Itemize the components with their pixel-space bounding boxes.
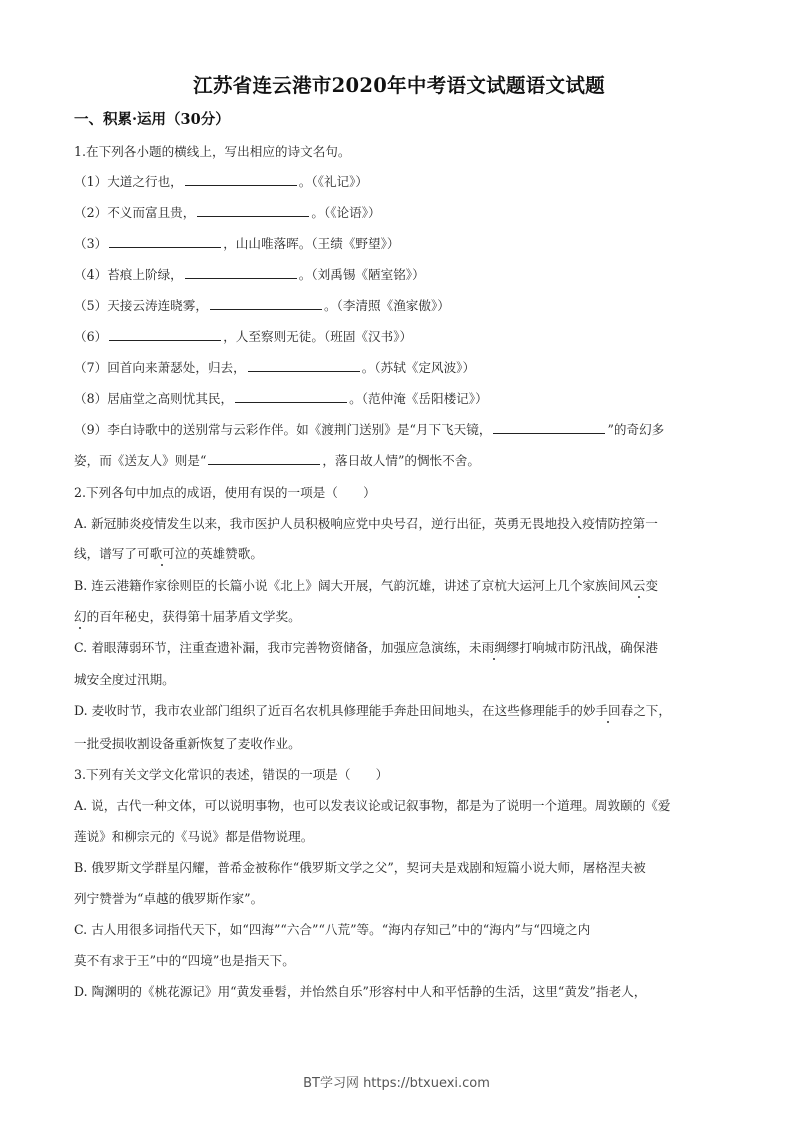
- q3-option-c-line-1: C. 古人用很多词指代天下，如“四海”“六合”“八荒”等。“海内存知己”中的“海内”与“四境之内: [74, 922, 591, 937]
- q3-option-b-line-1: B. 俄罗斯文学群星闪耀，普希金被称作“俄罗斯文学之父”，契诃夫是戏剧和短篇小说大师，屠格涅夫被: [74, 860, 646, 875]
- q2-option-d-line-2: 一批受损收割设备重新恢复了麦收作业。: [74, 736, 301, 751]
- q3-option-c-line-2: 莫不有求于王”中的“四境”也是指天下。: [74, 953, 295, 968]
- answer-blank[interactable]: [235, 390, 347, 403]
- answer-blank[interactable]: [185, 266, 297, 279]
- answer-blank[interactable]: [197, 204, 309, 217]
- q1-item-3: （3） ，山山唯落晖。（王绩《野望》）: [74, 236, 400, 251]
- emphasized-idiom: 妙手回春: [582, 703, 634, 718]
- q3-option-d-line-1: D. 陶渊明的《桃花源记》用“黄发垂髫，并怡然自乐”形容村中人和平恬静的生活，这里“黄发”指老人，: [74, 984, 647, 999]
- q3-option-a-line-1: A. 说，古代一种文体，可以说明事物，也可以发表议论或记叙事物，都是为了说明一个道理。周敦颐的《爱: [74, 798, 671, 813]
- q1-item-6: （6） ，人至察则无徒。（班固《汉书》）: [74, 329, 413, 344]
- q1-item-8: （8）居庙堂之高则忧其民， 。（范仲淹《岳阳楼记》）: [74, 391, 488, 406]
- answer-blank[interactable]: [493, 421, 605, 434]
- q3-option-a-line-2: 莲说》和柳宗元的《马说》都是借物说理。: [74, 829, 314, 844]
- q2-option-d-line-1: D. 麦收时节，我市农业部门组织了近百名农机具修理能手奔赴田间地头，在这些修理能手的妙手回春之下，: [74, 703, 671, 718]
- q2-option-a-line-1: A. 新冠肺炎疫情发生以来，我市医护人员积极响应党中央号召，逆行出征，英勇无畏地投入疫情防控第一: [74, 516, 658, 531]
- q1-item-4: （4）苔痕上阶绿， 。（刘禹锡《陋室铭》）: [74, 267, 425, 282]
- answer-blank[interactable]: [210, 297, 322, 310]
- question-1-stem: 1.在下列各小题的横线上，写出相应的诗文名句。: [74, 144, 351, 159]
- section-heading: 一、积累·运用（30分）: [74, 111, 230, 128]
- question-3-stem: 3.下列有关文学文化常识的表述，错误的一项是（ ）: [74, 767, 389, 782]
- emphasized-idiom: 可歌可泣: [136, 546, 188, 561]
- q2-option-c-line-2: 城安全度过汛期。: [74, 672, 175, 687]
- q2-option-b-line-1: B. 连云港籍作家徐则臣的长篇小说《北上》阔大开展，气韵沉雄，讲述了京杭大运河上几个家族间风云变: [74, 578, 658, 593]
- q1-item-9-line-1: （9）李白诗歌中的送别常与云彩作伴。如《渡荆门送别》是“月下飞天镜， ”的奇幻多: [74, 422, 665, 437]
- q1-item-1: （1）大道之行也， 。（《礼记》）: [74, 174, 369, 189]
- answer-blank[interactable]: [109, 235, 221, 248]
- q1-item-7: （7）回首向来萧瑟处，归去， 。（苏轼《定风波》）: [74, 360, 476, 375]
- emphasized-idiom: 风云变: [620, 578, 658, 593]
- q2-option-b-line-2: 幻的百年秘史，获得第十届茅盾文学奖。: [74, 609, 301, 624]
- q3-option-b-line-2: 列宁赞誉为“卓越的俄罗斯作家”。: [74, 891, 264, 906]
- page-title: 江苏省连云港市2020年中考语文试题语文试题: [193, 74, 605, 97]
- answer-blank[interactable]: [185, 173, 297, 186]
- q1-item-5: （5）天接云涛连晓雾， 。（李清照《渔家傲》）: [74, 298, 450, 313]
- emphasized-idiom: 未雨绸缪: [469, 640, 520, 655]
- q2-option-c-line-1: C. 着眼薄弱环节，注重查遗补漏，我市完善物资储备，加强应急演练，未雨绸缪打响城市防汛战，确保港: [74, 640, 658, 655]
- watermark-footer: BT学习网 https://btxuexi.com: [303, 1076, 490, 1091]
- answer-blank[interactable]: [248, 359, 360, 372]
- answer-blank[interactable]: [109, 328, 221, 341]
- emphasized-idiom: 幻: [74, 609, 87, 624]
- question-2-stem: 2.下列各句中加点的成语，使用有误的一项是（ ）: [74, 485, 376, 500]
- q1-item-2: （2）不义而富且贵， 。（《论语》）: [74, 205, 381, 220]
- q2-option-a-line-2: 线，谱写了可歌可泣的英雄赞歌。: [74, 546, 263, 561]
- answer-blank[interactable]: [208, 452, 320, 465]
- q1-item-9-line-2: 姿，而《送友人》则是“ ，落日故人情”的惆怅不舍。: [74, 453, 480, 468]
